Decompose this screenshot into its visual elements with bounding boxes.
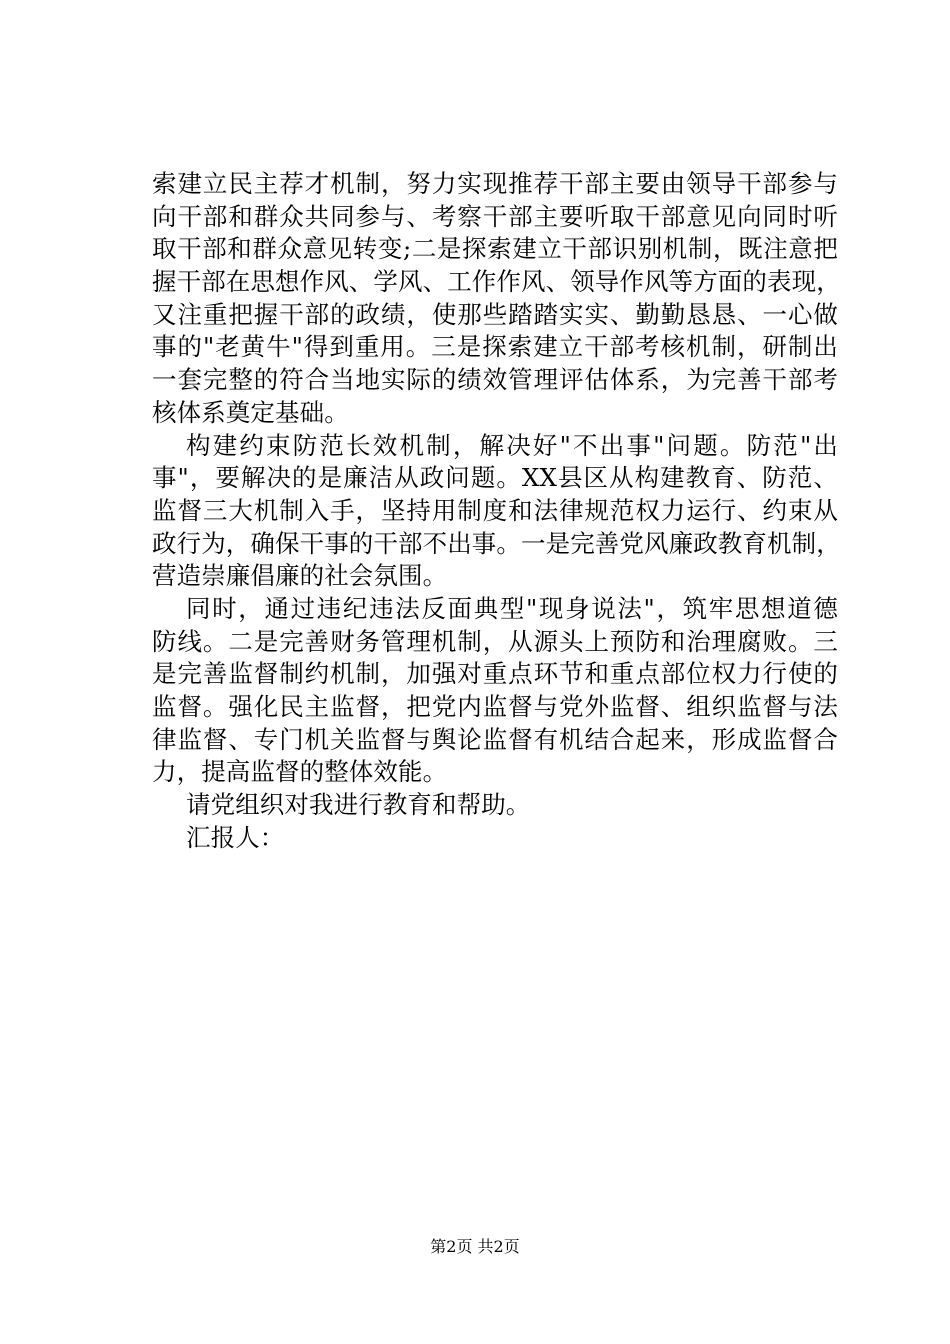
text-line: 索建立民主荐才机制，努力实现推荐干部主要由领导干部参与 bbox=[152, 169, 838, 198]
text-line: 握干部在思想作风、学风、工作作风、领导作风等方面的表现， bbox=[152, 267, 841, 297]
text-line: 事的"老黄牛"得到重用。三是探索建立干部考核机制，研制出 bbox=[152, 332, 838, 362]
text-line: 监督。强化民主监督，把党内监督与党外监督、组织监督与法 bbox=[152, 692, 838, 721]
text-line: 向干部和群众共同参与、考察干部主要听取干部意见向同时听 bbox=[152, 201, 838, 231]
paragraph-first-line: 构建约束防范长效机制，解决好"不出事"问题。防范"出 bbox=[186, 430, 838, 460]
paragraph-first-line: 请党组织对我进行教育和帮助。 bbox=[186, 790, 531, 820]
text-line: 营造崇廉倡廉的社会氛围。 bbox=[152, 561, 448, 591]
text-line: 是完善监督制约机制，加强对重点环节和重点部位权力行使的 bbox=[152, 659, 838, 689]
reporter-signature-line: 汇报人： bbox=[186, 822, 285, 852]
text-line: 一套完整的符合当地实际的绩效管理评估体系，为完善干部考 bbox=[152, 365, 838, 395]
document-body bbox=[152, 168, 841, 854]
page-footer: 第2页 共2页 bbox=[430, 1237, 520, 1256]
text-line: 防线。二是完善财务管理机制，从源头上预防和治理腐败。三 bbox=[152, 626, 838, 656]
text-line: 取干部和群众意见转变;二是探索建立干部识别机制，既注意把 bbox=[152, 234, 838, 264]
text-line: 力，提高监督的整体效能。 bbox=[152, 757, 448, 787]
text-line: 核体系奠定基础。 bbox=[152, 397, 349, 427]
text-line: 又注重把握干部的政绩，使那些踏踏实实、勤勤恳恳、一心做 bbox=[152, 299, 838, 329]
paragraph-first-line: 同时，通过违纪违法反面典型"现身说法"，筑牢思想道德 bbox=[186, 593, 838, 623]
text-line: 政行为，确保干事的干部不出事。一是完善党风廉政教育机制， bbox=[152, 528, 841, 558]
text-line: 律监督、专门机关监督与舆论监督有机结合起来，形成监督合 bbox=[152, 724, 838, 754]
text-line: 事"，要解决的是廉洁从政问题。XX县区从构建教育、防范、 bbox=[152, 463, 838, 493]
text-line: 监督三大机制入手，坚持用制度和法律规范权力运行、约束从 bbox=[152, 495, 838, 525]
